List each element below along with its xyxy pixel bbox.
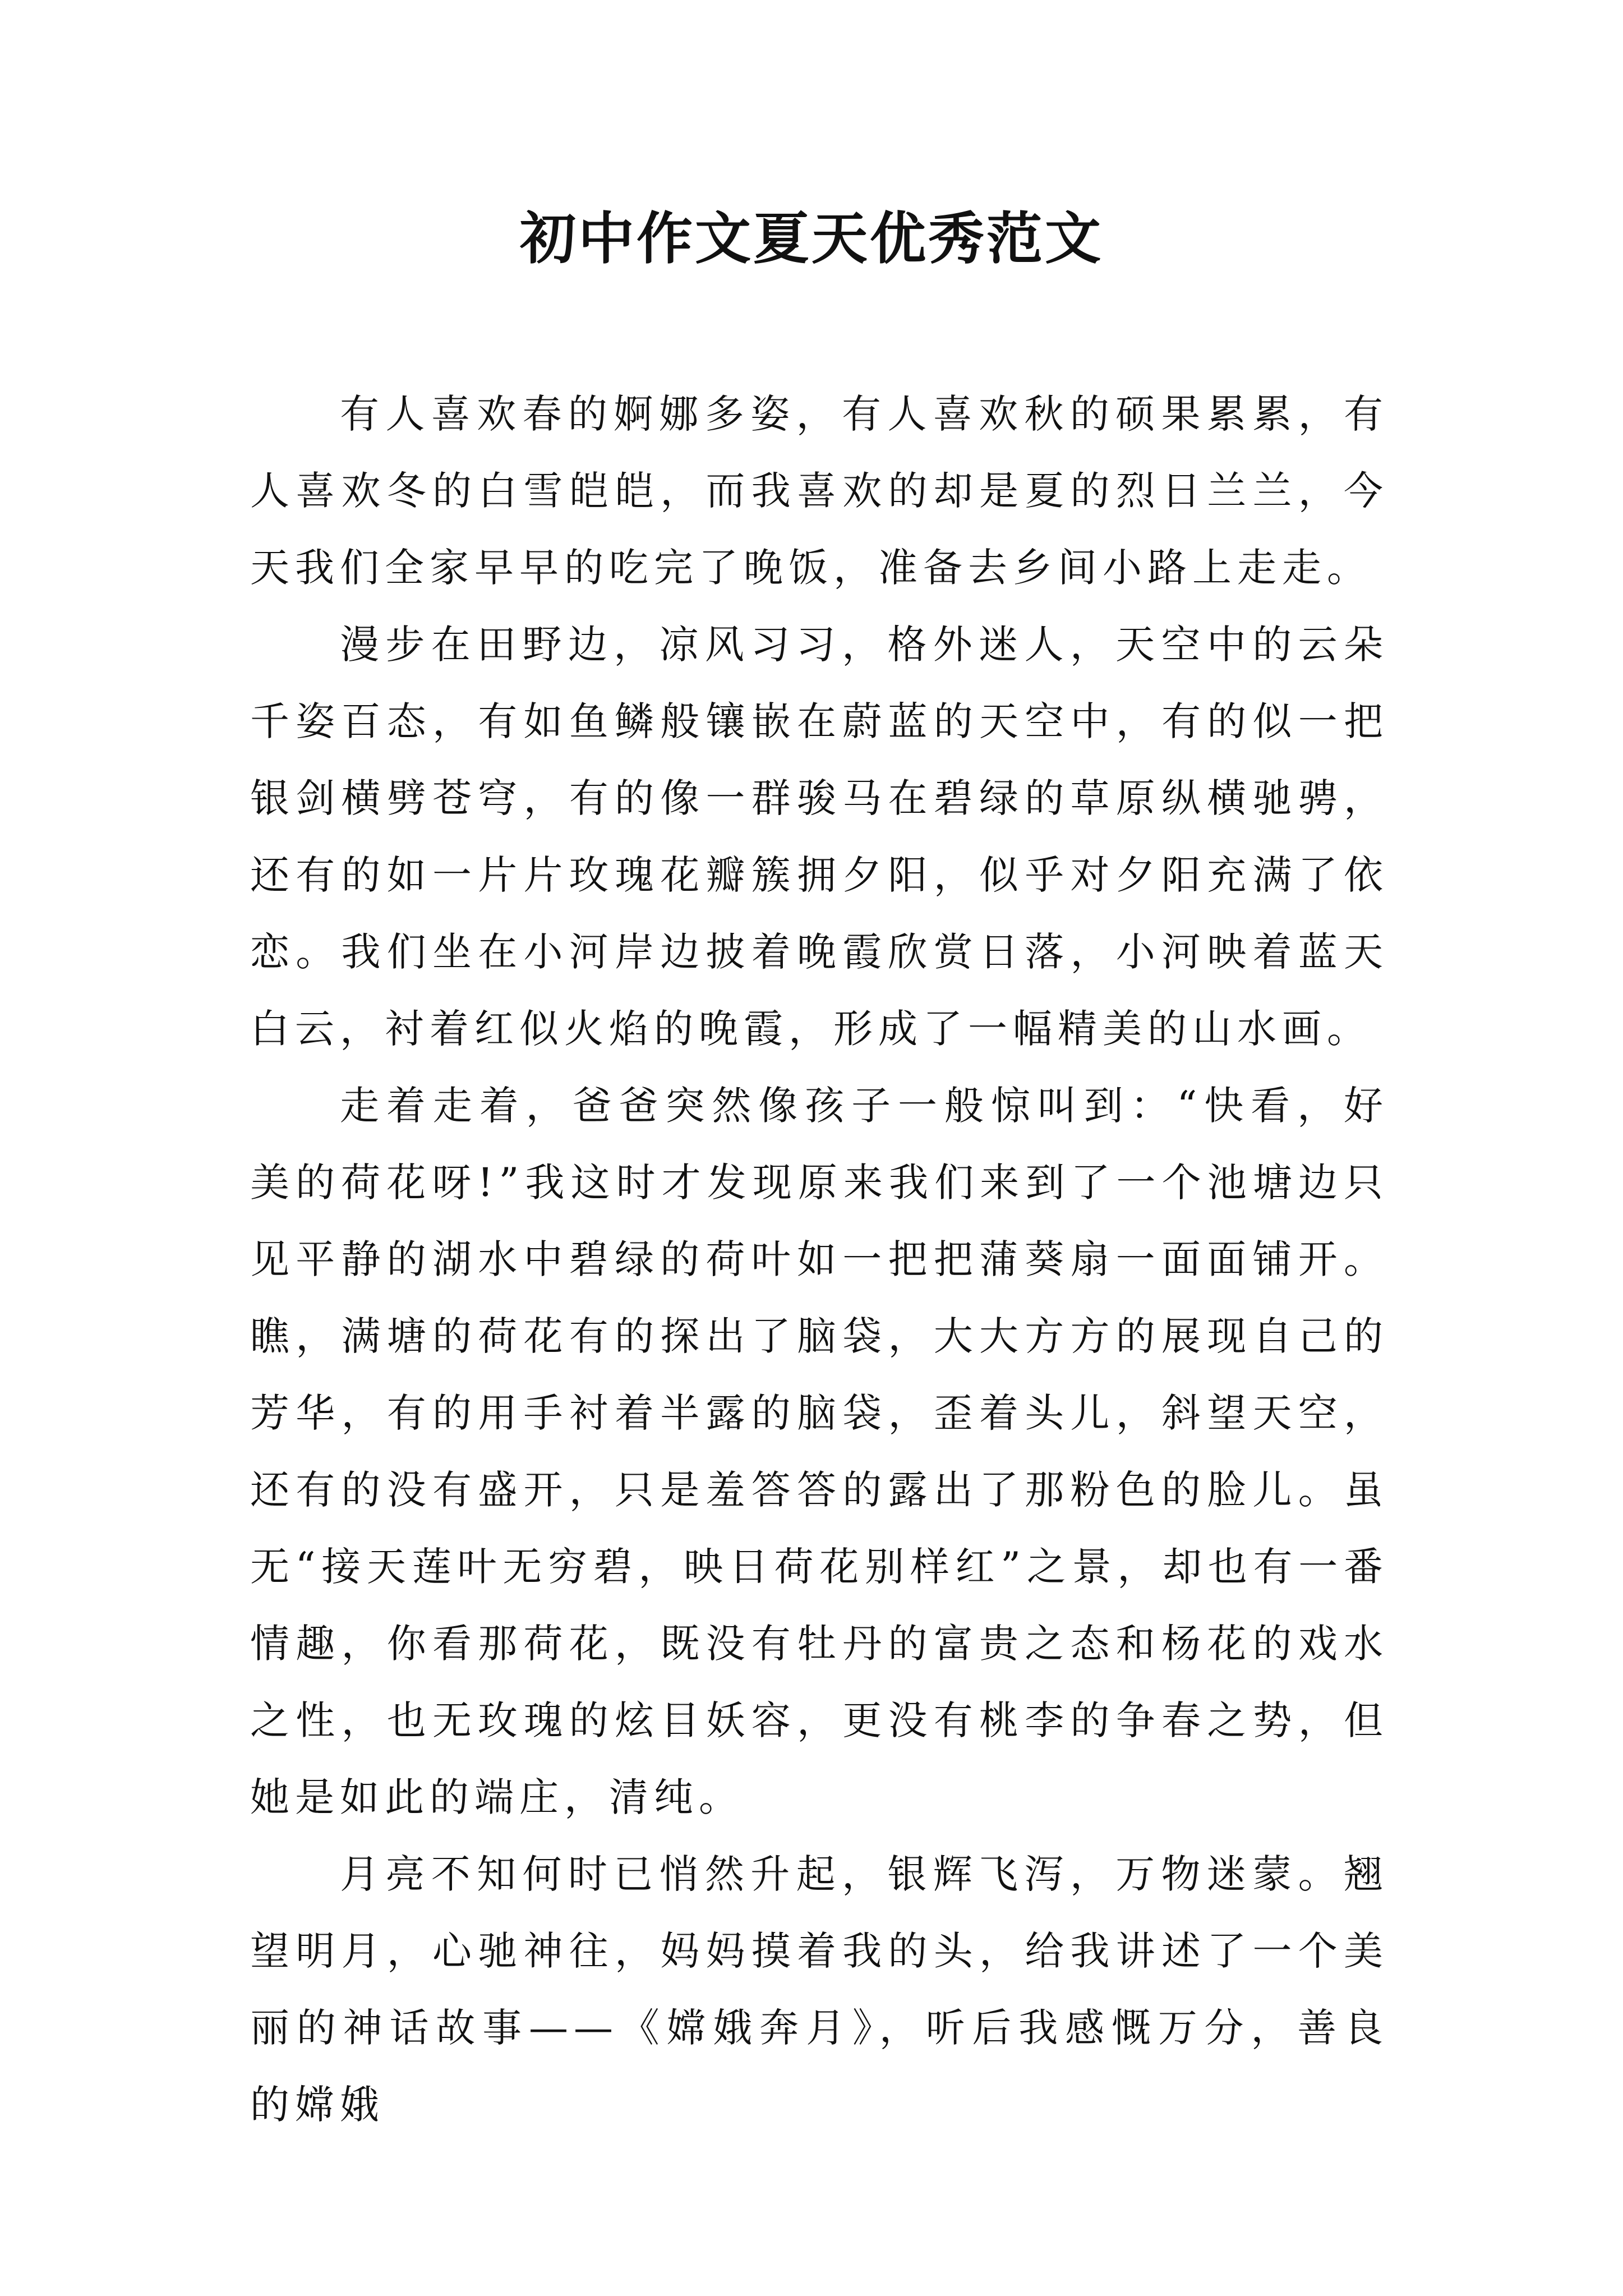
paragraph: 月亮不知何时已悄然升起，银辉飞泻，万物迷蒙。翘望明月，心驰神往，妈妈摸着我的头，给我讲述了一个美丽的神话故事——《嫦娥奔月》，听后我感慨万分，善良的嫦娥 <box>250 1851 1389 2128</box>
paragraph: 漫步在田野边，凉风习习，格外迷人，天空中的云朵千姿百态，有如鱼鳞般镶嵌在蔚蓝的天空中，有的似一把银剑横劈苍穹，有的像一群骏马在碧绿的草原纵横驰骋，还有的如一片片玫瑰花瓣簇拥夕阳，似乎对夕阳充满了依恋。我们坐在小河岸边披着晚霞欣赏日落，小河映着蓝天白云，衬着红似火焰的晚霞，形成了一幅精美的山水画。 <box>250 622 1389 1052</box>
paragraph: 走着走着，爸爸突然像孩子一般惊叫到：“快看，好美的荷花呀!”我这时才发现原来我们来到了一个池塘边只见平静的湖水中碧绿的荷叶如一把把蒲葵扇一面面铺开。瞧，满塘的荷花有的探出了脑袋，大大方方的展现自己的芳华，有的用手衬着半露的脑袋，歪着头儿，斜望天空，还有的没有盛开，只是羞答答的露出了那粉色的脸儿。虽无“接天莲叶无穷碧，映日荷花别样红”之景，却也有一番情趣，你看那荷花，既没有牡丹的富贵之态和杨花的戏水之性，也无玫瑰的炫目妖容，更没有桃李的争春之势，但她是如此的端庄，清纯。 <box>250 1083 1389 1820</box>
paragraph: 有人喜欢春的婀娜多姿，有人喜欢秋的硕果累累，有人喜欢冬的白雪皑皑，而我喜欢的却是夏的烈日兰兰，今天我们全家早早的吃完了晚饭，准备去乡间小路上走走。 <box>250 391 1389 591</box>
document-body <box>250 376 1389 2143</box>
document-title: 初中作文夏天优秀范文 <box>520 205 1103 272</box>
